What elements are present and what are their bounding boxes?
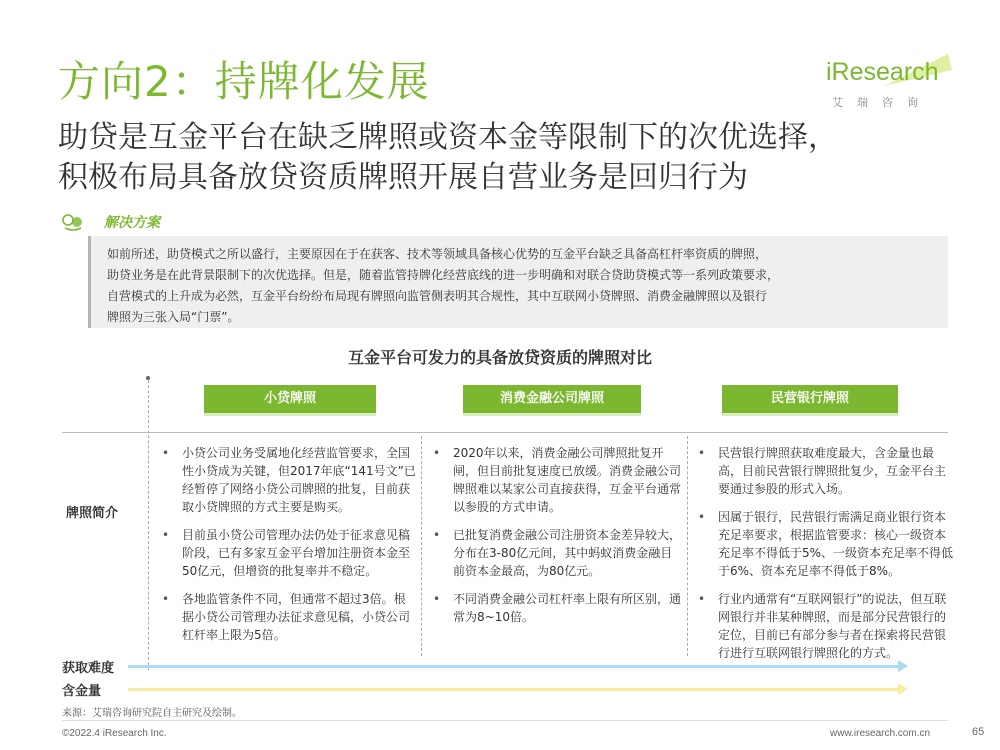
summary-line: 助贷业务是在此背景限制下的次优选择。但是，随着监管持牌化经营底线的进一步明确和对联合贷助贷模式等一系列政策要求， bbox=[107, 268, 780, 282]
solution-label: 解决方案 bbox=[104, 215, 160, 231]
solution-header bbox=[62, 210, 160, 234]
source-note: 来源：艾瑞咨询研究院自主研究及绘制。 bbox=[62, 708, 242, 719]
list-item: • 因属于银行，民营银行需满足商业银行资本充足率要求，根据监管要求：核心一级资本充足率不得低于5%、一级资本充足率不得低于6%、资本充足率不得低于8%。 bbox=[692, 508, 954, 580]
column-header-microloan: 小贷牌照 bbox=[204, 385, 376, 413]
copyright: ©2022.4 iResearch Inc. bbox=[62, 728, 167, 739]
difficulty-arrow-icon bbox=[898, 660, 908, 672]
value-arrow-line bbox=[128, 688, 900, 691]
page-subtitle bbox=[58, 118, 838, 198]
difficulty-arrow-line bbox=[128, 665, 900, 668]
column-header-private-bank: 民营银行牌照 bbox=[722, 385, 898, 413]
column-divider bbox=[687, 436, 688, 656]
column-divider bbox=[148, 380, 149, 670]
subtitle-line-1: 助贷是互金平台在缺乏牌照或资本金等限制下的次优选择， bbox=[58, 120, 838, 155]
list-item: • 小贷公司业务受属地化经营监管要求，全国性小贷成为关键，但2017年底“141号文”已经暂停了网络小贷公司牌照的批复，目前获取小贷牌照的方式主要是购买。 bbox=[156, 444, 416, 516]
list-item: • 民营银行牌照获取难度最大，含金量也最高，目前民营银行牌照批复少，互金平台主要通过参股的形式入场。 bbox=[692, 444, 954, 498]
iresearch-logo bbox=[826, 52, 950, 114]
page-number: 65 bbox=[972, 726, 985, 738]
subtitle-line-2: 积极布局具备放贷资质牌照开展自营业务是回归行为 bbox=[58, 160, 748, 195]
logo-brand: iResearch bbox=[826, 58, 939, 86]
list-item: • 2020年以来，消费金融公司牌照批复开闸，但目前批复速度已放缓。消费金融公司牌照难以某家公司直接获得，互金平台通常以参股的方式申请。 bbox=[427, 444, 683, 516]
column-private-bank bbox=[692, 444, 954, 672]
footer-divider bbox=[62, 720, 948, 721]
axis-label-value: 含金量 bbox=[62, 684, 102, 699]
summary-line: 牌照为三张入局“门票”。 bbox=[107, 310, 240, 324]
table-divider bbox=[62, 432, 948, 433]
website: www.iresearch.com.cn bbox=[830, 728, 931, 739]
page-title: 方向2：持牌化发展 bbox=[58, 57, 430, 106]
summary-line: 如前所述，助贷模式之所以盛行，主要原因在于在获客、技术等领域具备核心优势的互金平台缺乏具备高杠杆率资质的牌照， bbox=[107, 247, 768, 261]
logo-sub: 艾瑞咨询 bbox=[832, 96, 932, 109]
summary-line: 自营模式的上升成为必然，互金平台纷纷布局现有牌照向监管侧表明其合规性，其中互联网小贷牌照、消费金融牌照以及银行 bbox=[107, 289, 768, 303]
column-consumer-finance bbox=[427, 444, 683, 636]
list-item: • 目前虽小贷公司管理办法仍处于征求意见稿阶段，已有多家互金平台增加注册资本金至50亿元，但增资的批复率并不稳定。 bbox=[156, 526, 416, 580]
row-label: 牌照简介 bbox=[66, 506, 119, 521]
list-item: • 各地监管条件不同，但通常不超过3倍。根据小贷公司管理办法征求意见稿，小贷公司杠杆率上限为5倍。 bbox=[156, 590, 416, 644]
summary-box bbox=[88, 236, 948, 328]
axis-label-difficulty: 获取难度 bbox=[62, 661, 115, 676]
column-divider bbox=[421, 436, 422, 656]
comparison-title: 互金平台可发力的具备放贷资质的牌照对比 bbox=[347, 348, 652, 367]
column-microloan bbox=[156, 444, 416, 654]
list-item: • 已批复消费金融公司注册资本金差异较大，分布在3-80亿元间，其中蚂蚁消费金融目前资本金最高，为80亿元。 bbox=[427, 526, 683, 580]
list-item: • 行业内通常有“互联网银行”的说法，但互联网银行并非某种牌照，而是部分民营银行的定位，目前已有部分参与者在探索将民营银行进行互联网银行牌照化的方式。 bbox=[692, 590, 954, 662]
column-header-consumer-finance: 消费金融公司牌照 bbox=[463, 385, 641, 413]
list-item: • 不同消费金融公司杠杆率上限有所区别，通常为8~10倍。 bbox=[427, 590, 683, 626]
value-arrow-icon bbox=[898, 683, 908, 695]
handshake-icon bbox=[62, 213, 84, 231]
